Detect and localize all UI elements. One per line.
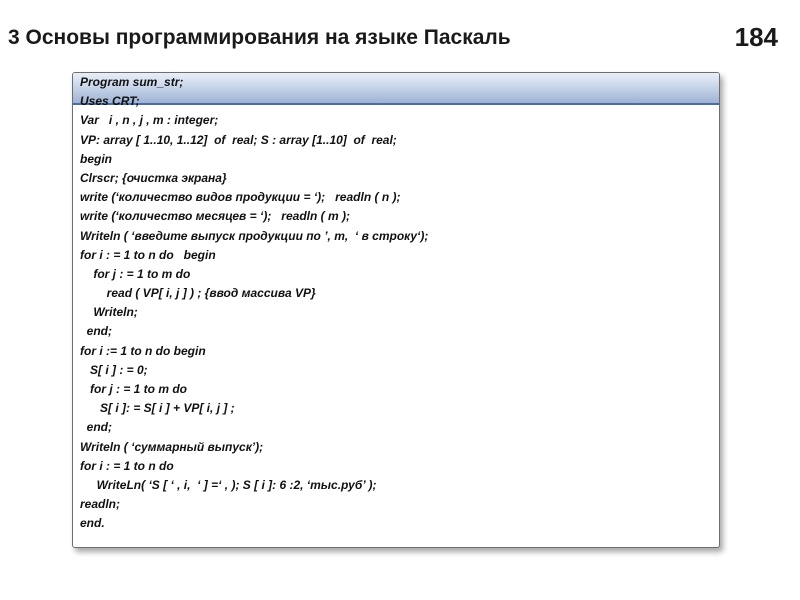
code-line: VP: array [ 1..10, 1..12] of real; S : array [1..10] of real; (80, 132, 397, 147)
code-line: Program sum_str; (80, 75, 184, 89)
code-line: write (‘количество месяцев = ‘); readln ( m ); (80, 209, 350, 224)
code-line: for j : = 1 to m do (80, 266, 191, 281)
code-line: Var i , n , j , m : integer; (80, 113, 219, 128)
code-line: for i := 1 to n do begin (80, 343, 206, 358)
code-listing (80, 73, 428, 534)
code-line: for i : = 1 to n do begin (80, 247, 216, 262)
code-line: Uses CRT; (80, 94, 140, 109)
code-line: WriteLn( ‘S [ ‘ , i, ‘ ] =‘ , ); S [ i ]: 6 :2, ‘тыс.руб’ ); (80, 477, 377, 492)
code-line: end; (80, 420, 112, 435)
code-line: read ( VP[ i, j ] ) ; {ввод массива VP} (80, 286, 316, 301)
code-line: S[ i ]: = S[ i ] + VP[ i, j ] ; (80, 401, 235, 416)
code-line: Writeln ( ‘введите выпуск продукции по ’, m, ‘ в строку‘); (80, 228, 429, 243)
code-line: write (‘количество видов продукции = ‘); readln ( n ); (80, 190, 401, 205)
code-line: Writeln ( ‘суммарный выпуск’); (80, 439, 264, 454)
code-line: end. (80, 516, 105, 531)
code-line: for j : = 1 to m do (80, 382, 188, 396)
code-line: for i : = 1 to n do (80, 458, 174, 473)
code-line: Clrscr; {очистка экрана} (80, 170, 227, 185)
code-line: readln; (80, 497, 121, 512)
code-panel (72, 72, 720, 548)
page-number: 184 (734, 22, 778, 52)
code-line: end; (80, 324, 112, 339)
code-line: Writeln; (80, 305, 138, 320)
slide-title: 3 Основы программирования на языке Паскаль (8, 26, 511, 49)
code-line: begin (80, 151, 112, 166)
code-line: S[ i ] : = 0; (80, 362, 148, 377)
